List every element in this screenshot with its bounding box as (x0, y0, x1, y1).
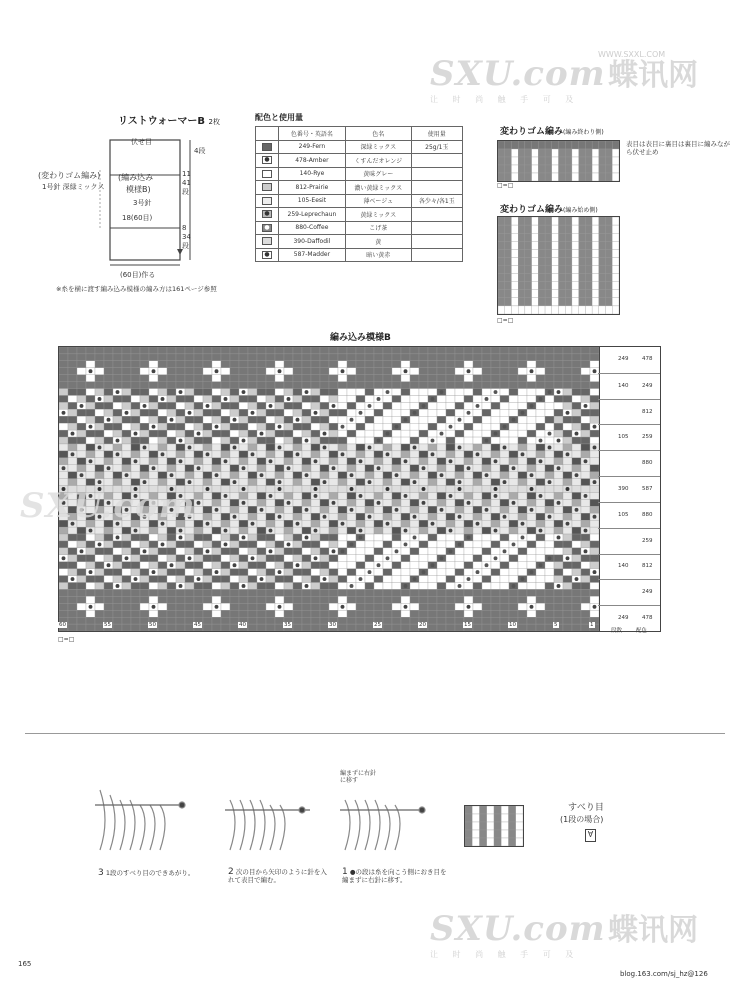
color-band: 249 (598, 579, 660, 606)
watermark-sub: 让 时 尚 触 手 可 及 (430, 95, 580, 104)
watermark-cn: 蝶讯网 (608, 58, 699, 93)
main-chart-colors (598, 346, 661, 632)
legend-row: ● 478-Amber くすんだオレンジ (256, 154, 463, 168)
color-band: 880 (598, 450, 660, 477)
rows-top: 4段 (194, 147, 206, 155)
rib-end-chart (497, 140, 620, 182)
x-tick: 5 (554, 622, 558, 628)
watermark-chart: SXU.com (20, 486, 196, 526)
swatch-icon (262, 237, 272, 245)
swatch-icon: ● (262, 210, 272, 218)
x-tick: 30 (329, 622, 336, 628)
legend-row: 390-Daffodil 黄 (256, 235, 463, 249)
x-tick: 20 (419, 622, 426, 628)
color-footer: 配色 (636, 628, 648, 634)
needle-label: 3号針 (133, 199, 152, 207)
main-chart-title: 編み込み模様B (330, 333, 391, 343)
legend-header (256, 127, 463, 141)
x-tick: 40 (239, 622, 246, 628)
color-band: 390 587 (598, 476, 660, 503)
page-number: 165 (18, 960, 32, 968)
step-1: 1 ●の段は糸を向こう側におき目を編まずに右針に移す。 (342, 867, 447, 884)
slip-symbol-icon: ∀ (585, 829, 596, 842)
legend-header-code: 色番号・英語名 (279, 127, 346, 141)
slip-sub: (1段の場合) (560, 815, 604, 824)
watermark-url: WWW.SXXL.COM (598, 50, 666, 59)
cast-on-label: (60目)作る (120, 271, 156, 279)
rib-start-title: 変わりゴム編み(編み始め側) (500, 205, 598, 215)
watermark-text: SXU.com (430, 54, 606, 94)
color-band: 259 (598, 528, 660, 555)
step-2: 2 次の目から矢印のように針を入れて表目で編む。 (228, 867, 327, 884)
swatch-icon (262, 170, 272, 178)
legend-row: ● 587-Madder 暗い黄赤 (256, 248, 463, 262)
blog-url: blog.163.com/sj_hz@126 (620, 970, 708, 978)
width-label: 18(60目) (122, 214, 153, 222)
rib-end-title: 変わりゴム編み(編み終わり側) (500, 127, 604, 137)
legend-header-name: 色名 (345, 127, 411, 141)
bind-off-label: 伏せ目 (131, 138, 152, 146)
swatch-icon (262, 197, 272, 205)
wrist-diagram (30, 130, 240, 290)
step1-note: 編まずに右針に移す (340, 770, 377, 784)
rib-end-note: 表目は表目に裏目は裏目に編みながら伏せ止め (626, 140, 730, 156)
x-tick: 1 (590, 622, 594, 628)
legend-header-amount: 使用量 (411, 127, 462, 141)
legend-row: 249-Fern 深緑ミックス 25g/1玉 (256, 140, 463, 154)
main-chart-xticks (58, 622, 598, 630)
swatch-icon: ● (262, 224, 272, 232)
rib-end-key: □=□ (497, 182, 514, 189)
color-band: 249 478 (598, 605, 660, 632)
pattern-label-2: 模様B) (126, 185, 151, 194)
legend-row: 812-Prairie 濃い黄緑ミックス (256, 181, 463, 195)
x-tick: 50 (149, 622, 156, 628)
x-tick: 15 (464, 622, 471, 628)
section-divider (25, 733, 725, 734)
x-tick: 10 (509, 622, 516, 628)
rows-footer: 段数 (611, 628, 623, 634)
slip-chart (464, 805, 524, 847)
rib-start-chart (497, 216, 620, 315)
x-tick: 45 (194, 622, 201, 628)
main-chart-key: □=□ (58, 636, 75, 643)
color-band: 249 478 (618, 355, 653, 362)
legend-row: ● 880-Coffee こげ茶 (256, 221, 463, 235)
legend-row: 140-Rye 黄味グレー (256, 167, 463, 181)
color-band: 812 (598, 399, 660, 426)
wrist-note: ※糸を横に渡す編み込み模様の編み方は161ページ参照 (56, 285, 217, 293)
legend-table (255, 126, 463, 262)
swatch-icon: ● (262, 156, 272, 164)
legend-row: 105-Eesit 薄ベージュ 各少々/各1玉 (256, 194, 463, 208)
rib-start-key: □=□ (497, 317, 514, 324)
wrist-title: リストウォーマーB 2枚 (118, 116, 220, 127)
steps-illustration (90, 780, 450, 860)
legend-row: ● 259-Leprechaun 黄緑ミックス (256, 208, 463, 222)
swatch-icon (262, 143, 272, 151)
rib-needle-label: 1号針 深緑ミックス (42, 183, 105, 191)
color-band: 105 259 (598, 424, 660, 451)
x-tick: 25 (374, 622, 381, 628)
color-band: 105 880 (598, 502, 660, 529)
x-tick: 55 (104, 622, 111, 628)
x-tick: 60 (59, 622, 66, 628)
x-tick: 35 (284, 622, 291, 628)
color-band: 140 812 (598, 554, 660, 581)
watermark-bottom: SXU.com 蝶讯网 让 时 尚 触 手 可 及 (430, 909, 699, 959)
color-band: 140 249 (598, 373, 660, 400)
pattern-label-1: (編み込み (118, 173, 154, 182)
rows-mid: 11 41 段 (182, 170, 191, 196)
slip-title: すべり目 (568, 803, 604, 813)
rib-label: (変わりゴム編み) (38, 171, 101, 180)
swatch-icon (262, 183, 272, 191)
legend-title: 配色と使用量 (255, 113, 303, 122)
swatch-icon: ● (262, 251, 272, 259)
rows-bottom: 8 34 段 (182, 224, 191, 250)
step-3: 3 1段のすべり目のできあがり。 (98, 868, 195, 878)
